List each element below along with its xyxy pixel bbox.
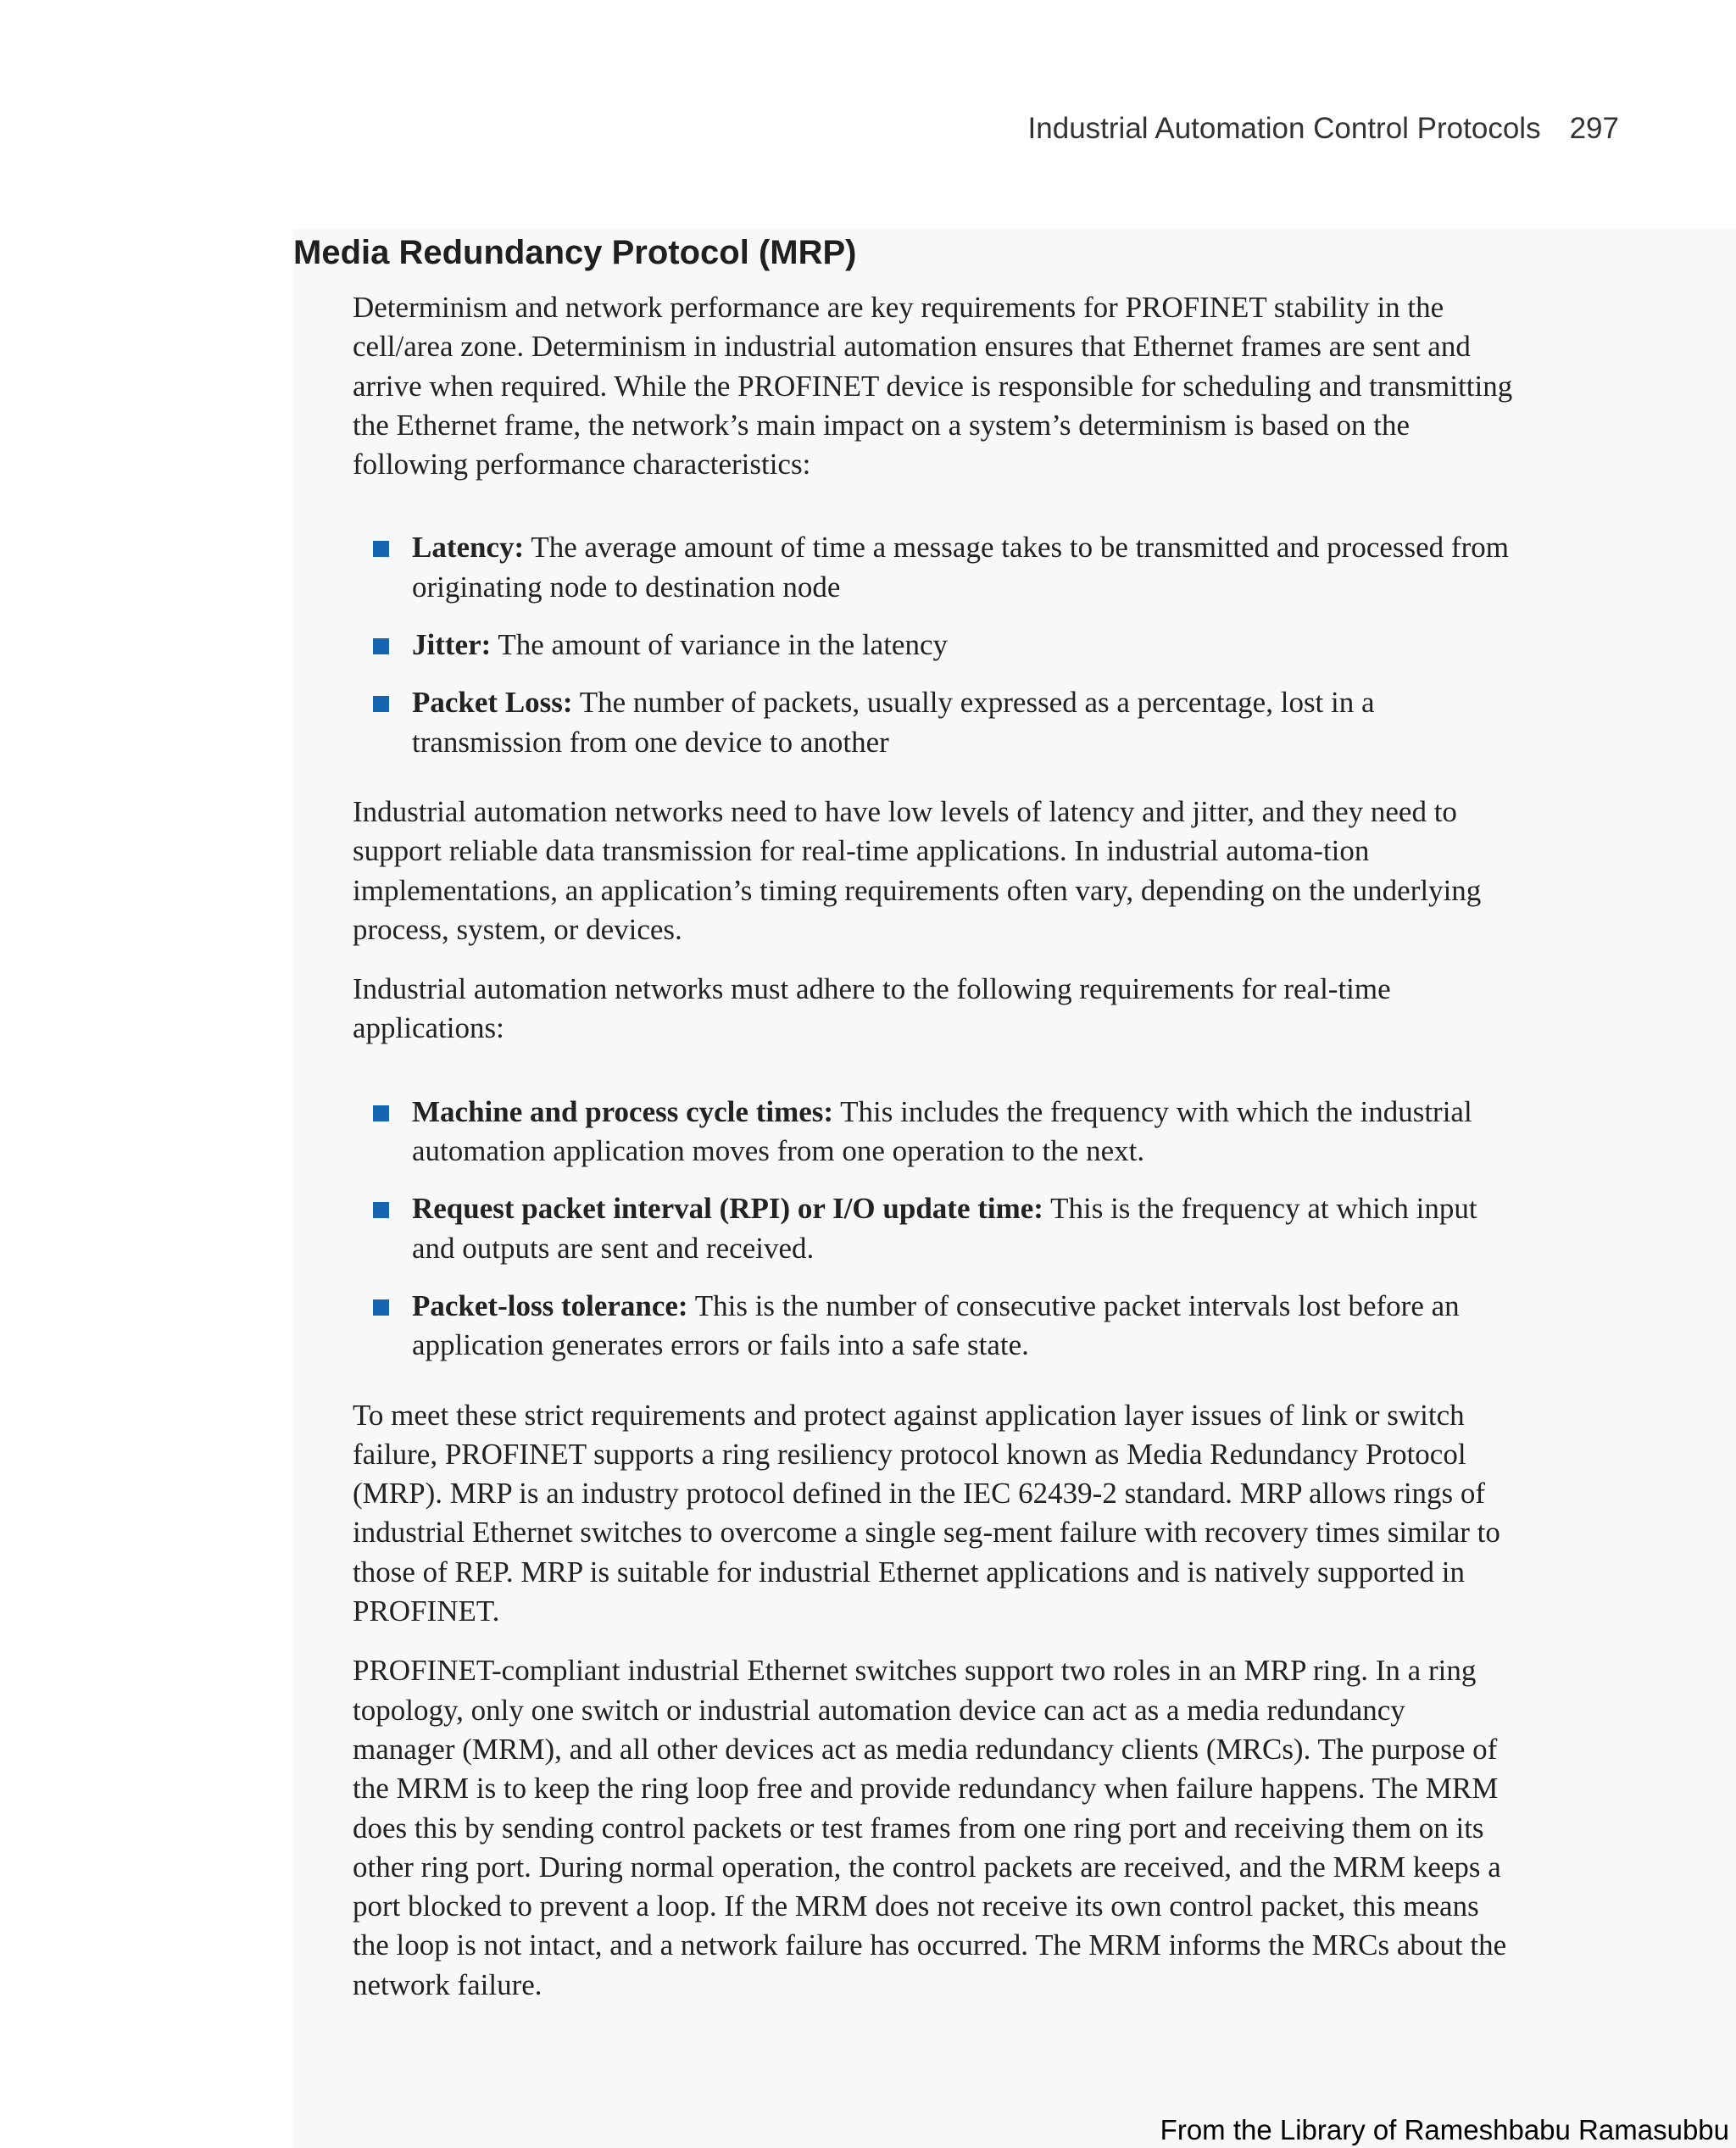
page-number: 297 bbox=[1569, 112, 1619, 145]
list-item-term: Machine and process cycle times: bbox=[412, 1094, 834, 1128]
list-item-term: Latency: bbox=[412, 531, 525, 565]
list-item-term: Packet Loss: bbox=[412, 686, 573, 720]
library-footer-note: From the Library of Rameshbabu Ramasubbu bbox=[1160, 2114, 1729, 2145]
square-bullet-icon bbox=[373, 638, 389, 654]
list-item-text: This includes the frequency with which the industrial automation application moves from one operation to the next. bbox=[412, 1094, 1472, 1168]
list-item bbox=[353, 1093, 1514, 1171]
square-bullet-icon bbox=[373, 1299, 389, 1316]
paragraph-requirements-intro: Industrial automation networks must adhere to the following requirements for real-time applications: bbox=[353, 972, 1391, 1045]
square-bullet-icon bbox=[373, 696, 389, 712]
paragraph-mrp-roles: PROFINET-compliant industrial Ethernet switches support two roles in an MRP ring. In a ring topology, only one switch or industrial automation device can act as a media redundancy manager (MRM), and all other devices act as media redundancy clients (MRCs). The purpose of the MRM is to keep the ring loop free and provide redundancy when failure happens. The MRM does this by sending control packets or test frames from one ring port and receiving them on its other ring port. During normal operation, the control packets are received, and the MRM keeps a port blocked to prevent a loop. If the MRM does not receive its own control packet, this means the loop is not intact, and a network failure has occurred. The MRM informs the MRCs about the network failure. bbox=[353, 1654, 1507, 2001]
section-title: Media Redundancy Protocol (MRP) bbox=[293, 234, 857, 271]
running-header bbox=[1028, 112, 1619, 146]
square-bullet-icon bbox=[373, 1105, 389, 1121]
list-item bbox=[353, 626, 1514, 665]
paragraph-mrp-overview: To meet these strict requirements and protect against application layer issues of link or switch failure, PROFINET supports a ring resiliency protocol known as Media Redundancy Protocol (MRP). MRP is an industry protocol defined in the IEC 62439-2 standard. MRP allows rings of industrial Ethernet switches to overcome a single seg-ment failure with recovery times similar to those of REP. MRP is suitable for industrial Ethernet applications and is natively supported in PROFINET. bbox=[353, 1398, 1500, 1628]
list-item-text: The average amount of time a message takes to be transmitted and processed from originating node to destination node bbox=[412, 531, 1509, 604]
list-item bbox=[353, 528, 1514, 607]
body-text bbox=[353, 288, 1514, 2025]
list-item-text: The amount of variance in the latency bbox=[498, 628, 948, 662]
list-item-term: Request packet interval (RPI) or I/O update time: bbox=[412, 1192, 1043, 1226]
list-item-text: The number of packets, usually expressed as a percentage, lost in a transmission from one device to another bbox=[412, 686, 1375, 759]
square-bullet-icon bbox=[373, 1202, 389, 1218]
running-title: Industrial Automation Control Protocols bbox=[1027, 112, 1541, 145]
list-item-text: This is the frequency at which input and outputs are sent and received. bbox=[412, 1192, 1477, 1265]
list-item-term: Jitter: bbox=[412, 628, 492, 662]
list-item-text: This is the number of consecutive packet intervals lost before an application generates errors or fails into a safe state. bbox=[412, 1288, 1460, 1362]
list-item bbox=[353, 1189, 1514, 1268]
list-item bbox=[353, 1287, 1514, 1366]
list-item-term: Packet-loss tolerance: bbox=[412, 1288, 688, 1322]
paragraph-determinism: Determinism and network performance are key requirements for PROFINET stability in the cell/area zone. Determinism in industrial automation ensures that Ethernet frames are sent and arrive when required. While the PROFINET device is responsible for scheduling and transmitting the Ethernet frame, the network’s main impact on a system’s determinism is based on the following performance characteristics: bbox=[353, 291, 1513, 481]
list-item bbox=[353, 683, 1514, 762]
square-bullet-icon bbox=[373, 541, 389, 557]
paragraph-latency-jitter: Industrial automation networks need to have low levels of latency and jitter, and they need to support reliable data transmission for real-time applications. In industrial automa-tion implementations, an application’s timing requirements often vary, depending on the underlying process, system, or devices. bbox=[353, 794, 1482, 946]
realtime-requirements-list bbox=[353, 1093, 1514, 1366]
performance-characteristics-list bbox=[353, 528, 1514, 761]
